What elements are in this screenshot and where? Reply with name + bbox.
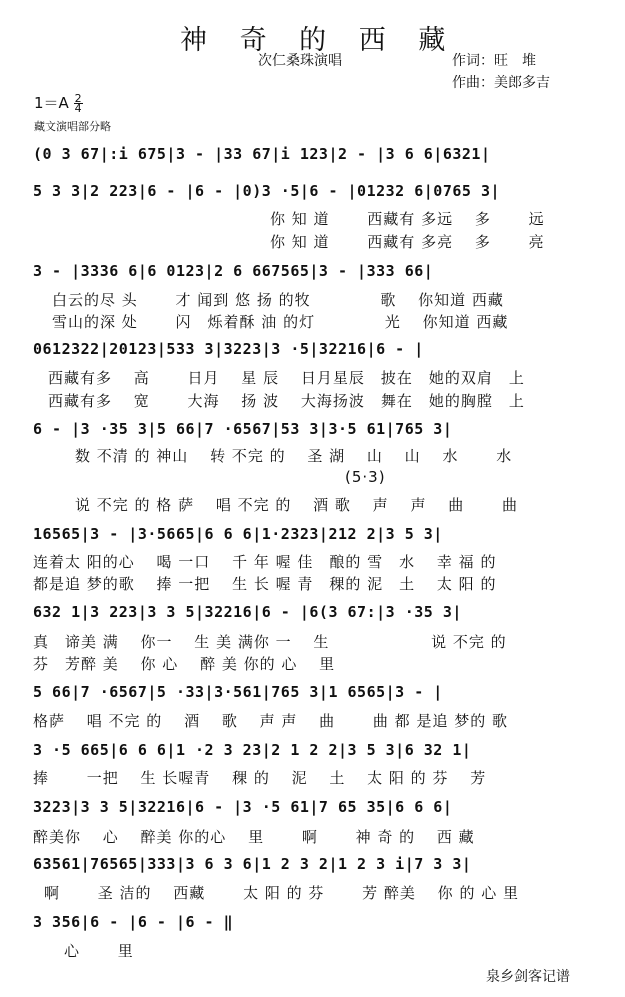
time-denominator: 4 <box>74 102 82 115</box>
lyric-line: 格萨 唱 不完 的 酒 歌 声 声 曲 曲 都 是追 梦的 歌 <box>33 712 508 730</box>
lyric-line: 捧 一把 生 长喔青 稞 的 泥 土 太 阳 的 芬 芳 <box>33 769 487 787</box>
singer-credit: 次仁桑珠演唱 <box>258 53 342 69</box>
music-line: (0 3 67|:i 675|3 - |33 67|i 123|2 - |3 6 6|6321| <box>33 145 491 163</box>
lyric-line: 你 知 道 西藏有 多远 多 远 <box>270 210 545 228</box>
music-line: 3223|3 3 5|32216|6 - |3 ·5 61|7 65 35|6 6 6| <box>33 798 453 816</box>
lyric-line: 西藏有多 高 日月 星 辰 日月星辰 披在 她的双肩 上 <box>48 369 525 387</box>
music-line: 16565|3 - |3·5665|6 6 6|1·2323|212 2|3 5 3| <box>33 525 443 543</box>
lyric-line: 西藏有多 宽 大海 扬 波 大海扬波 舞在 她的胸膛 上 <box>48 392 525 410</box>
performance-note: 藏文演唱部分略 <box>34 120 111 133</box>
music-line: 5 3 3|2 223|6 - |6 - |0)3 ·5|6 - |01232 6|0765 3| <box>33 182 501 200</box>
lyric-line: 你 知 道 西藏有 多亮 多 亮 <box>270 233 545 251</box>
music-line: 3 - |3336 6|6 0123|2 6 667565|3 - |333 66| <box>33 262 434 280</box>
music-line: 0612322|20123|533 3|3223|3 ·5|32216|6 - | <box>33 340 424 358</box>
lyric-line: (5·3) <box>345 468 386 486</box>
music-line: 3 356|6 - |6 - |6 - ‖ <box>33 913 234 931</box>
time-signature <box>74 94 83 113</box>
song-title: 神 奇 的 西 藏 <box>180 25 458 56</box>
lyric-line: 啊 圣 洁的 西藏 太 阳 的 芬 芳 醉美 你 的 心 里 <box>44 884 519 902</box>
lyricist-credit: 作词：旺 堆 <box>452 53 536 69</box>
lyric-line: 雪山的深 处 闪 烁着酥 油 的灯 光 你知道 西藏 <box>52 313 509 331</box>
music-line: 3 ·5 665|6 6 6|1 ·2 3 23|2 1 2 2|3 5 3|6 32 1| <box>33 741 472 759</box>
lyric-line: 说 不完 的 格 萨 唱 不完 的 酒 歌 声 声 曲 曲 <box>75 496 518 514</box>
lyric-line: 白云的尽 头 才 闻到 悠 扬 的牧 歌 你知道 西藏 <box>52 291 504 309</box>
lyric-line: 都是追 梦的歌 捧 一把 生 长 喔 青 稞的 泥 土 太 阳 的 <box>33 575 497 593</box>
lyric-line: 连着太 阳的心 喝 一口 千 年 喔 佳 酿的 雪 水 幸 福 的 <box>33 553 497 571</box>
music-line: 6 - |3 ·35 3|5 66|7 ·6567|53 3|3·5 61|765 3| <box>33 420 453 438</box>
lyric-line: 醉美你 心 醉美 你的心 里 啊 神 奇 的 西 藏 <box>33 828 475 846</box>
time-numerator: 2 <box>74 92 82 105</box>
lyric-line: 芬 芳醉 美 你 心 醉 美 你的 心 里 <box>33 655 336 673</box>
lyric-line: 心 里 <box>64 942 134 960</box>
key-label: 1＝A <box>34 94 69 112</box>
music-line: 5 66|7 ·6567|5 ·33|3·561|765 3|1 6565|3 - | <box>33 683 443 701</box>
lyric-line: 数 不清 的 神山 转 不完 的 圣 湖 山 山 水 水 <box>75 447 513 465</box>
key-signature <box>34 92 83 113</box>
music-line: 63561|76565|333|3 6 3 6|1 2 3 2|1 2 3 i|7 3 3| <box>33 855 472 873</box>
composer-credit: 作曲：美郎多吉 <box>452 75 550 91</box>
lyric-line: 真 谛美 满 你一 生 美 满你 一 生 说 不完 的 <box>33 633 507 651</box>
music-line: 632 1|3 223|3 3 5|32216|6 - |6(3 67:|3 ·35 3| <box>33 603 462 621</box>
transcriber-credit: 泉乡剑客记谱 <box>486 969 570 985</box>
